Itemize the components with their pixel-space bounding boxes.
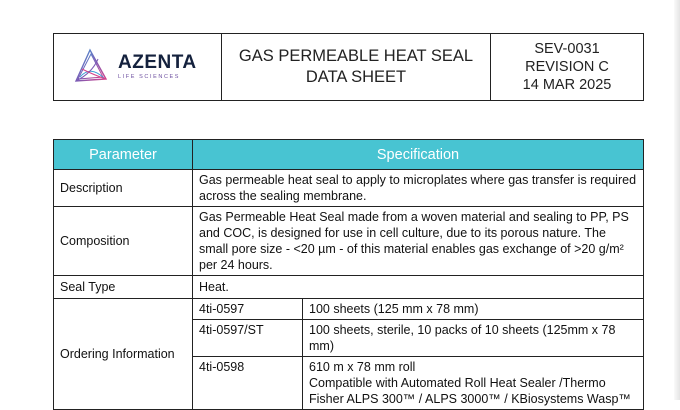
catalog-number: 4ti-0597/ST [193,320,303,357]
table-row [54,170,644,207]
catalog-description-block [303,357,644,410]
column-header-specification: Specification [193,140,644,170]
ordering-information-cell [193,299,644,410]
row-label-ordering-information: Ordering Information [54,299,193,410]
title-line-1: GAS PERMEABLE HEAT SEAL [238,47,474,65]
table-row [54,299,644,410]
title-line-2: DATA SHEET [305,68,407,86]
revision-label: REVISION C [525,59,609,75]
row-label-description: Description [54,170,193,207]
catalog-description: 100 sheets (125 mm x 78 mm) [303,299,644,320]
catalog-description: 100 sheets, sterile, 10 packs of 10 sheets (125mm x 78 mm) [303,320,644,357]
ordering-table [193,299,643,409]
row-value-description: Gas permeable heat seal to apply to microplates where gas transfer is required across the sealing membrane. [193,170,644,207]
page-edge-shadow [674,0,680,400]
ordering-row [193,299,643,320]
table-row [54,207,644,276]
document-control-block [491,34,643,100]
catalog-description: 610 m x 78 mm roll [309,360,416,374]
row-value-seal-type: Heat. [193,276,644,299]
azenta-logo-mark-icon [68,45,112,89]
table-header-row [54,140,644,170]
table-row [54,276,644,299]
azenta-logo [54,34,222,100]
row-label-composition: Composition [54,207,193,276]
row-label-seal-type: Seal Type [54,276,193,299]
revision-date: 14 MAR 2025 [522,77,612,93]
brand-subtitle: LIFE SCIENCES [118,74,181,80]
catalog-compatibility-note: Compatible with Automated Roll Heat Sealer /Thermo Fisher ALPS 300™ / ALPS 3000™ / KBiosystems Wasp™ [309,376,631,406]
catalog-number: 4ti-0597 [193,299,303,320]
document-header [53,33,644,101]
column-header-parameter: Parameter [54,140,193,170]
row-value-composition: Gas Permeable Heat Seal made from a woven material and sealing to PP, PS and COC, is designed for use in cell culture, due to its porous nature. The small pore size - <20 µm - of this material enables gas exchange of >20 g/m² per 24 hours. [193,207,644,276]
document-title [222,34,491,100]
catalog-number: 4ti-0598 [193,357,303,410]
brand-name: AZENTA [118,52,197,73]
specification-table [53,139,644,410]
ordering-row [193,320,643,357]
ordering-row [193,357,643,410]
document-number: SEV-0031 [534,41,600,57]
